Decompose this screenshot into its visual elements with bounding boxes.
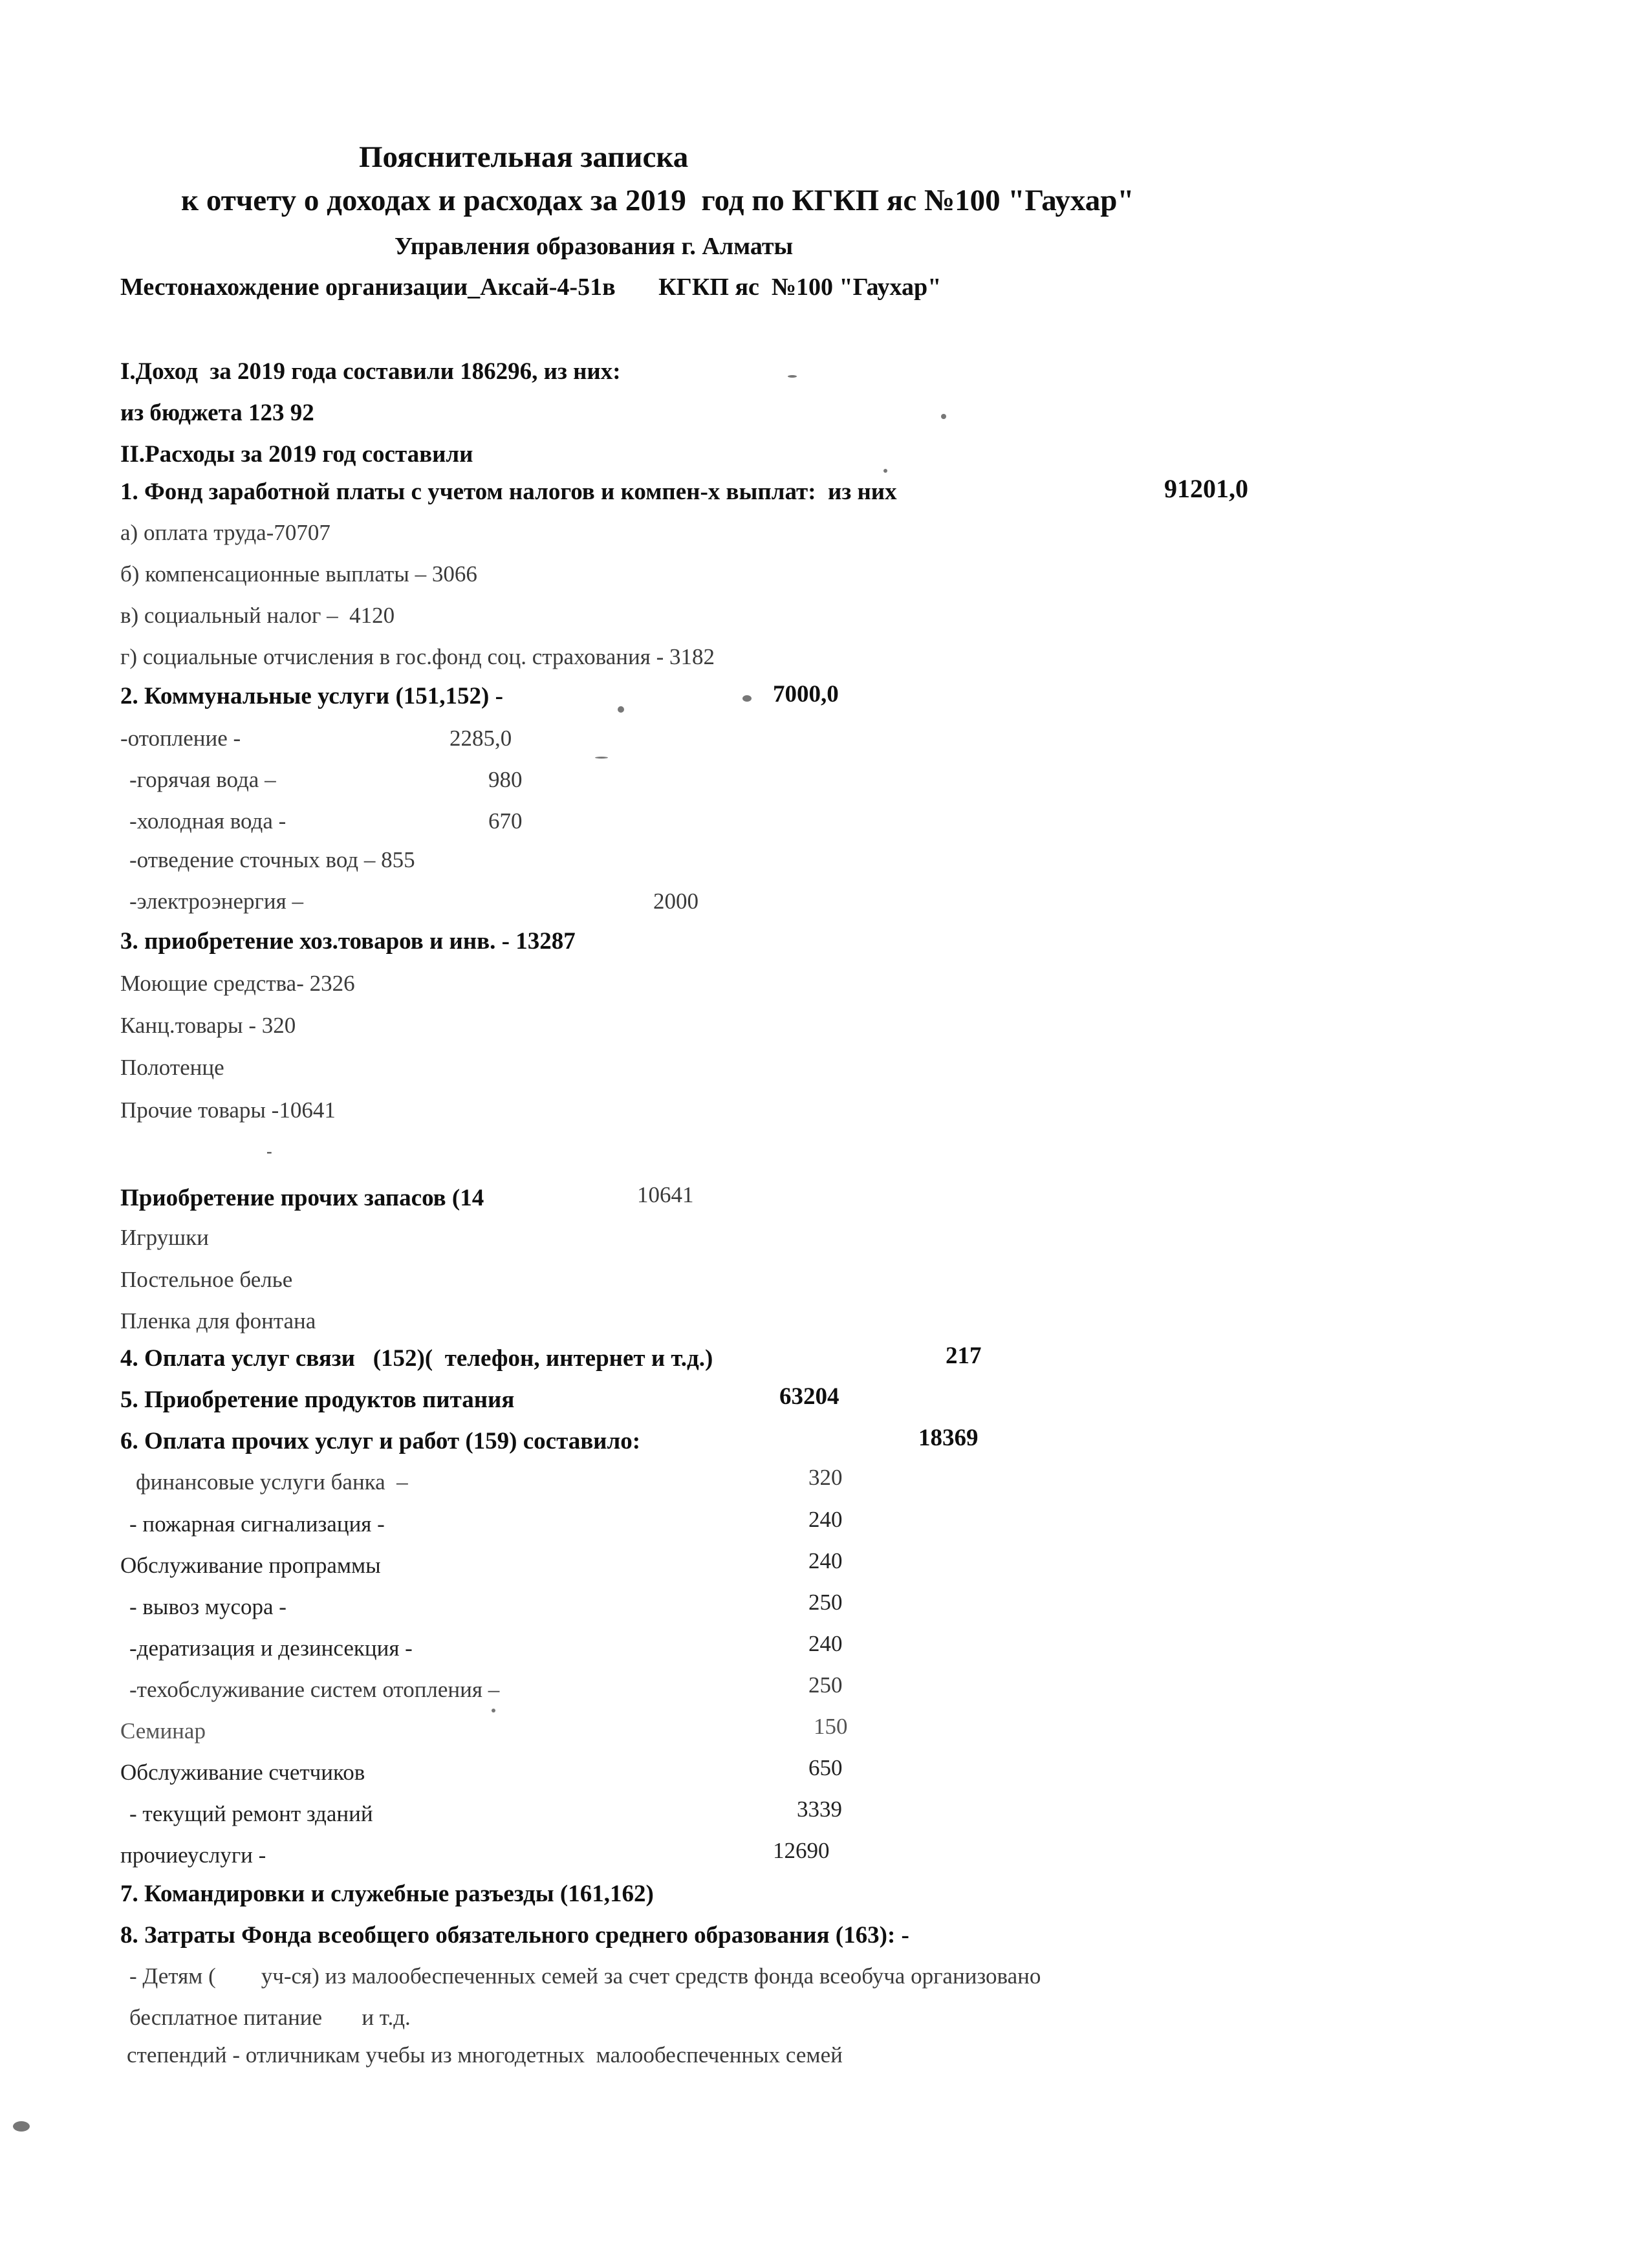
service-item-value: 150 [814,1714,848,1739]
household-item: Канц.товары - 320 [120,1013,296,1038]
scan-speck [941,414,946,419]
vseobuch-line: - Детям ( уч-ся) из малообеспеченных семей за счет средств фонда всеобуча организовано [129,1963,1041,1989]
services-total: 18369 [918,1425,979,1451]
authority-line: Управления образования г. Алматы [395,233,794,260]
service-item-label: -дератизация и дезинсекция - [129,1636,413,1661]
service-item-label: - пожарная сигнализация - [129,1511,385,1537]
scan-speck [618,706,624,713]
service-item-label: -техобслуживание систем отопления – [129,1677,500,1702]
vseobuch-line: бесплатное питание и т.д. [129,2005,411,2030]
utility-item-value: 670 [488,808,523,834]
utility-item-label: -отопление - [120,726,241,751]
scan-speck [492,1709,495,1712]
household-label: 3. приобретение хоз.товаров и инв. - 13287 [120,928,576,955]
service-item-value: 240 [808,1631,843,1656]
other-stock-item: Пленка для фонтана [120,1308,316,1334]
utility-item-value: 2285,0 [449,726,512,751]
utility-item-label: -отведение сточных вод – 855 [129,847,415,872]
location-line: Местонахождение организации_Аксай-4-51в КГКП яс №100 "Гаухар" [120,274,942,301]
vseobuch-label: 8. Затраты Фонда всеобщего обязательного среднего образования (163): - [120,1922,909,1949]
service-item-label: прочиеуслуги - [120,1842,266,1868]
utilities-label: 2. Коммунальные услуги (151,152) - [120,683,503,709]
service-item-value: 250 [808,1590,843,1615]
service-item-value: 240 [808,1548,843,1573]
payroll-label: 1. Фонд заработной платы с учетом налогов и компен-х выплат: из них [120,479,897,505]
scan-speck [883,469,887,473]
utilities-total: 7000,0 [773,681,839,707]
vseobuch-line: степендий - отличникам учебы из многодетных малообеспеченных семей [127,2042,843,2068]
utility-item-label: -электроэнергия – [129,889,303,914]
income-heading: I.Доход за 2019 года составили 186296, из них: [120,358,621,385]
other-stock-item: Постельное белье [120,1267,293,1292]
utility-item-value: 980 [488,767,523,792]
household-dash: - [266,1142,272,1161]
services-label: 6. Оплата прочих услуг и работ (159) составило: [120,1428,641,1454]
scan-speck [595,757,608,759]
household-item: Моющие средства- 2326 [120,971,355,996]
service-item-value: 240 [808,1507,843,1532]
other-stock-item: Игрушки [120,1225,209,1250]
service-item-label: Обслуживание счетчиков [120,1760,365,1785]
utility-item-value: 2000 [653,889,698,914]
food-value: 63204 [779,1383,839,1410]
household-item: Прочие товары -10641 [120,1097,336,1123]
service-item-value: 650 [808,1755,843,1780]
income-budget: из бюджета 123 92 [120,400,314,426]
other-stock-value: 10641 [637,1182,694,1207]
expenses-heading: II.Расходы за 2019 год составили [120,441,473,468]
payroll-item: в) социальный налог – 4120 [120,603,395,628]
service-item-value: 12690 [773,1838,830,1863]
other-stock-label: Приобретение прочих запасов (14 [120,1185,484,1211]
document-subtitle: к отчету о доходах и расходах за 2019 год по КГКП яс №100 "Гаухар" [181,184,1134,217]
scan-speck [13,2121,30,2132]
payroll-item: б) компенсационные выплаты – 3066 [120,561,477,587]
scan-speck [788,375,797,378]
payroll-total: 91201,0 [1164,474,1248,503]
service-item-label: Обслуживание пропраммы [120,1553,381,1578]
service-item-label: - вывоз мусора - [129,1594,287,1619]
utility-item-label: -горячая вода – [129,767,276,792]
service-item-label: Семинар [120,1718,206,1744]
travel-label: 7. Командировки и служебные разъезды (161,162) [120,1881,654,1907]
service-item-value: 320 [808,1465,843,1490]
service-item-label: - текущий ремонт зданий [129,1801,373,1826]
payroll-item: а) оплата труда-70707 [120,520,330,545]
food-label: 5. Приобретение продуктов питания [120,1387,515,1413]
service-item-value: 3339 [797,1797,842,1822]
household-item: Полотенце [120,1055,224,1080]
scan-speck [742,695,752,702]
communication-label: 4. Оплата услуг связи (152)( телефон, интернет и т.д.) [120,1345,713,1372]
payroll-item: г) социальные отчисления в гос.фонд соц. страхования - 3182 [120,644,715,669]
document-title: Пояснительная записка [359,140,689,174]
service-item-label: финансовые услуги банка – [136,1469,408,1495]
communication-value: 217 [946,1343,982,1369]
service-item-value: 250 [808,1672,843,1698]
utility-item-label: -холодная вода - [129,808,287,834]
